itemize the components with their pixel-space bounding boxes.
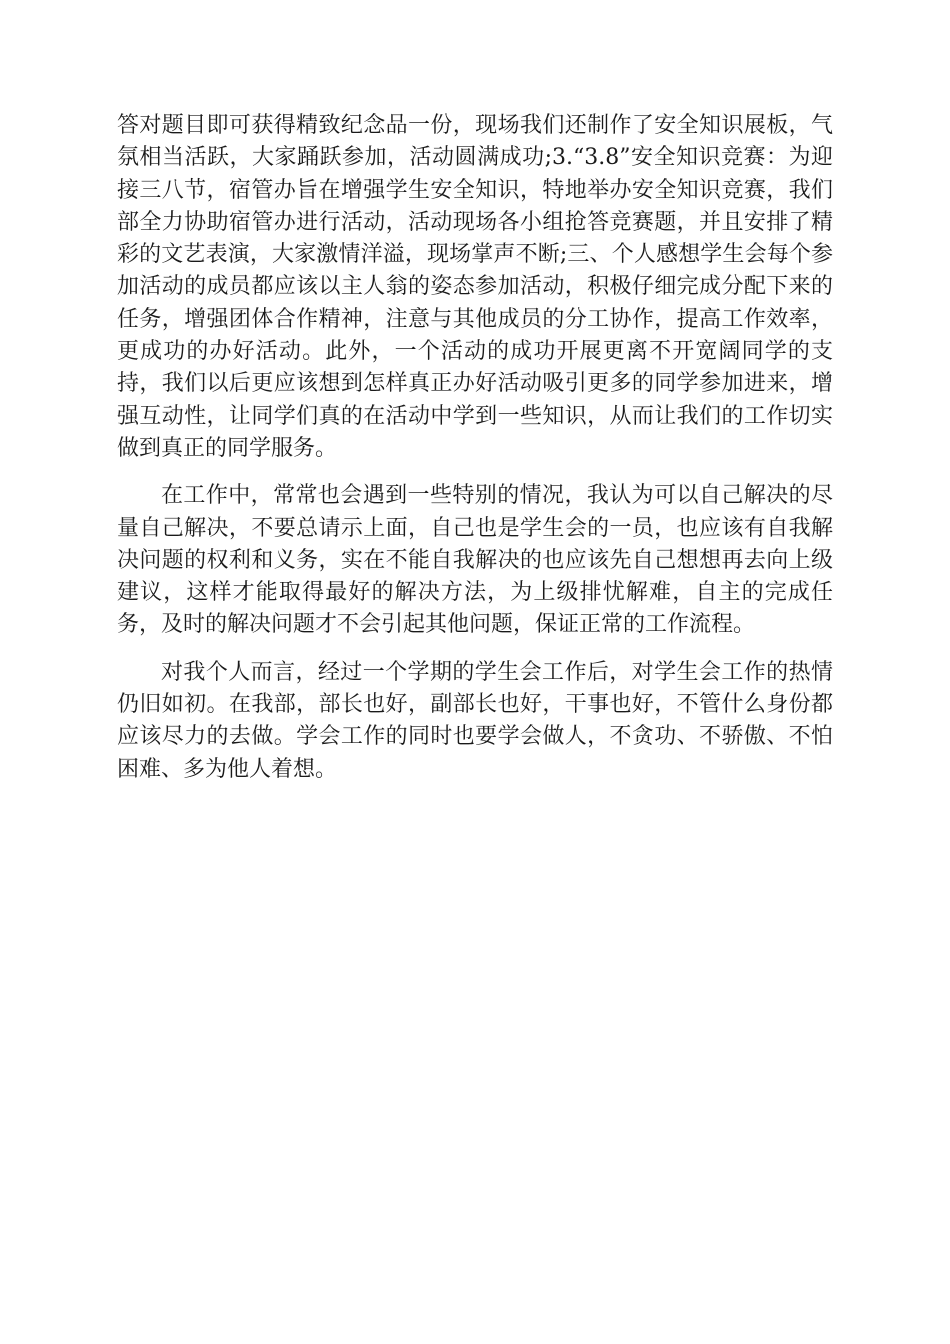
- paragraph-2: 在工作中，常常也会遇到一些特别的情况，我认为可以自己解决的尽量自己解决，不要总请示上面，自己也是学生会的一员，也应该有自我解决问题的权利和义务，实在不能自我解决的也应该先自己想想再去向上级建议，这样才能取得最好的解决方法，为上级排忧解难，自主的完成任务，及时的解决问题才不会引起其他问题，保证正常的工作流程。: [117, 483, 833, 638]
- paragraph-3: 对我个人而言，经过一个学期的学生会工作后，对学生会工作的热情仍旧如初。在我部，部长也好，副部长也好，干事也好，不管什么身份都应该尽力的去做。学会工作的同时也要学会做人，不贪功、不骄傲、不怕困难、多为他人着想。: [117, 659, 833, 782]
- document-body: [117, 110, 833, 801]
- paragraph-1: 答对题目即可获得精致纪念品一份，现场我们还制作了安全知识展板，气氛相当活跃，大家踊跃参加，活动圆满成功;3.“3.8”安全知识竞赛：为迎接三八节，宿管办旨在增强学生安全知识，特地举办安全知识竞赛，我们部全力协助宿管办进行活动，活动现场各小组抢答竞赛题，并且安排了精彩的文艺表演，大家激情洋溢，现场掌声不断;三、个人感想学生会每个参加活动的成员都应该以主人翁的姿态参加活动，积极仔细完成分配下来的任务，增强团体合作精神，注意与其他成员的分工协作，提高工作效率，更成功的办好活动。此外，一个活动的成功开展更离不开宽阔同学的支持，我们以后更应该想到怎样真正办好活动吸引更多的同学参加进来，增强互动性，让同学们真的在活动中学到一些知识，从而让我们的工作切实做到真正的同学服务。: [117, 113, 833, 461]
